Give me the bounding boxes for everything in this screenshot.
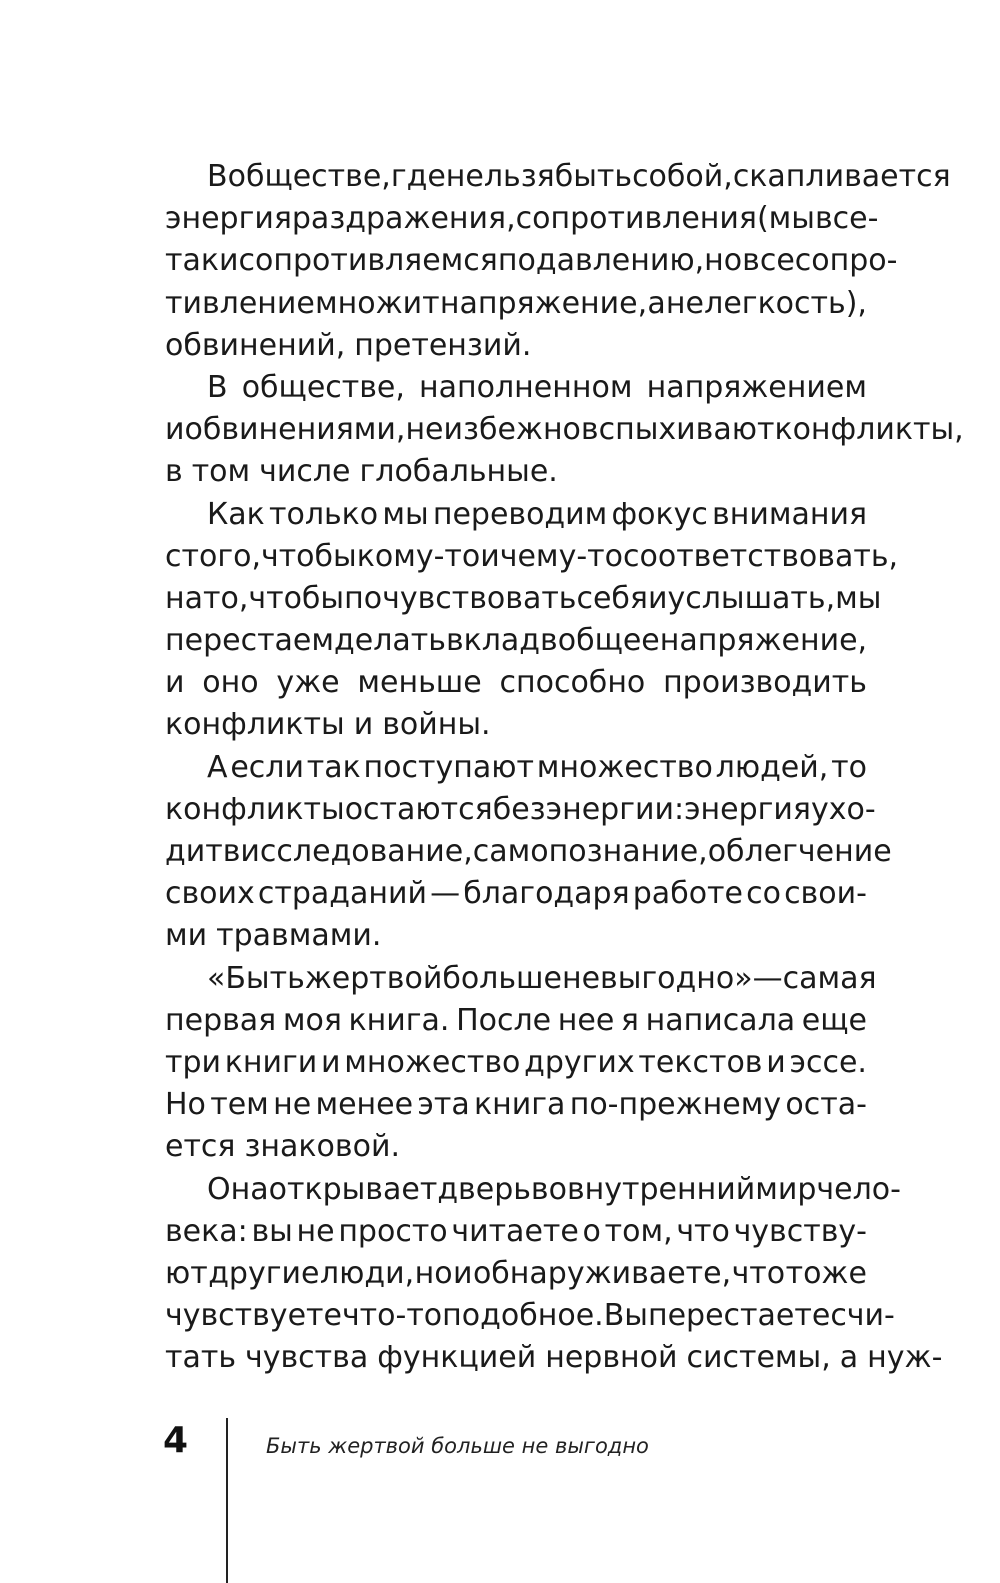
text-line: три книги и множество других текстов и эссе. xyxy=(165,1044,867,1080)
text-line: энергия раздражения, сопротивления (мы все- xyxy=(165,201,879,237)
text-line: с того, чтобы кому-то и чему-то соответствовать, xyxy=(165,538,899,574)
text-line: Как только мы переводим фокус внимания xyxy=(207,496,867,532)
text-line: Но тем не менее эта книга по-прежнему оста- xyxy=(165,1087,867,1123)
text-line: ют другие люди, но и обнаруживаете, что тоже xyxy=(165,1255,867,1291)
text-line: дит в исследование, самопознание, облегчение xyxy=(165,834,892,869)
paragraph xyxy=(165,494,899,747)
text-line: в том числе глобальные. xyxy=(165,454,558,490)
paragraph xyxy=(165,156,951,367)
paragraph xyxy=(165,747,892,958)
text-line: конфликты остаются без энергии: энергия ухо- xyxy=(165,791,876,827)
text-line: ется знаковой. xyxy=(165,1129,400,1165)
paragraph xyxy=(165,958,877,1169)
text-line: своих страданий — благодаря работе со свои- xyxy=(165,876,867,912)
text-line: первая моя книга. После нее я написала еще xyxy=(165,1002,867,1038)
text-line: и оно уже меньше способно производить xyxy=(165,665,867,701)
text-line: тивление множит напряжение, а не легкость), xyxy=(165,285,867,321)
text-line: Она открывает дверь во внутренний мир чело- xyxy=(207,1171,901,1207)
text-line: В обществе, наполненном напряжением xyxy=(207,369,867,405)
footer-divider xyxy=(226,1418,228,1583)
text-line: А если так поступают множество людей, то xyxy=(207,749,867,785)
text-line: таки сопротивляемся подавлению, но все сопро- xyxy=(165,243,898,279)
text-line: чувствуете что-то подобное. Вы перестаете счи- xyxy=(165,1298,895,1334)
text-line: на то, чтобы почувствовать себя и услышать, мы xyxy=(165,580,882,616)
paragraph xyxy=(165,367,964,494)
running-title: Быть жертвой больше не выгодно xyxy=(266,1434,649,1458)
body-text xyxy=(165,156,964,1379)
text-line: конфликты и войны. xyxy=(165,707,491,743)
text-line: и обвинениями, неизбежно вспыхивают конфликты, xyxy=(165,412,964,448)
text-line: перестаем делать вклад в общее напряжение, xyxy=(165,623,868,659)
text-line: века: вы не просто читаете о том, что чувству- xyxy=(165,1213,867,1249)
text-line: тать чувства функцией нервной системы, а нуж- xyxy=(165,1340,943,1376)
paragraph xyxy=(165,1169,943,1380)
text-line: В обществе, где нельзя быть собой, скапливается xyxy=(207,159,951,194)
text-line: обвинений, претензий. xyxy=(165,327,532,363)
page-number: 4 xyxy=(163,1420,189,1461)
text-line: ми травмами. xyxy=(165,918,382,954)
text-line: «Быть жертвой больше не выгодно» — самая xyxy=(207,960,877,996)
